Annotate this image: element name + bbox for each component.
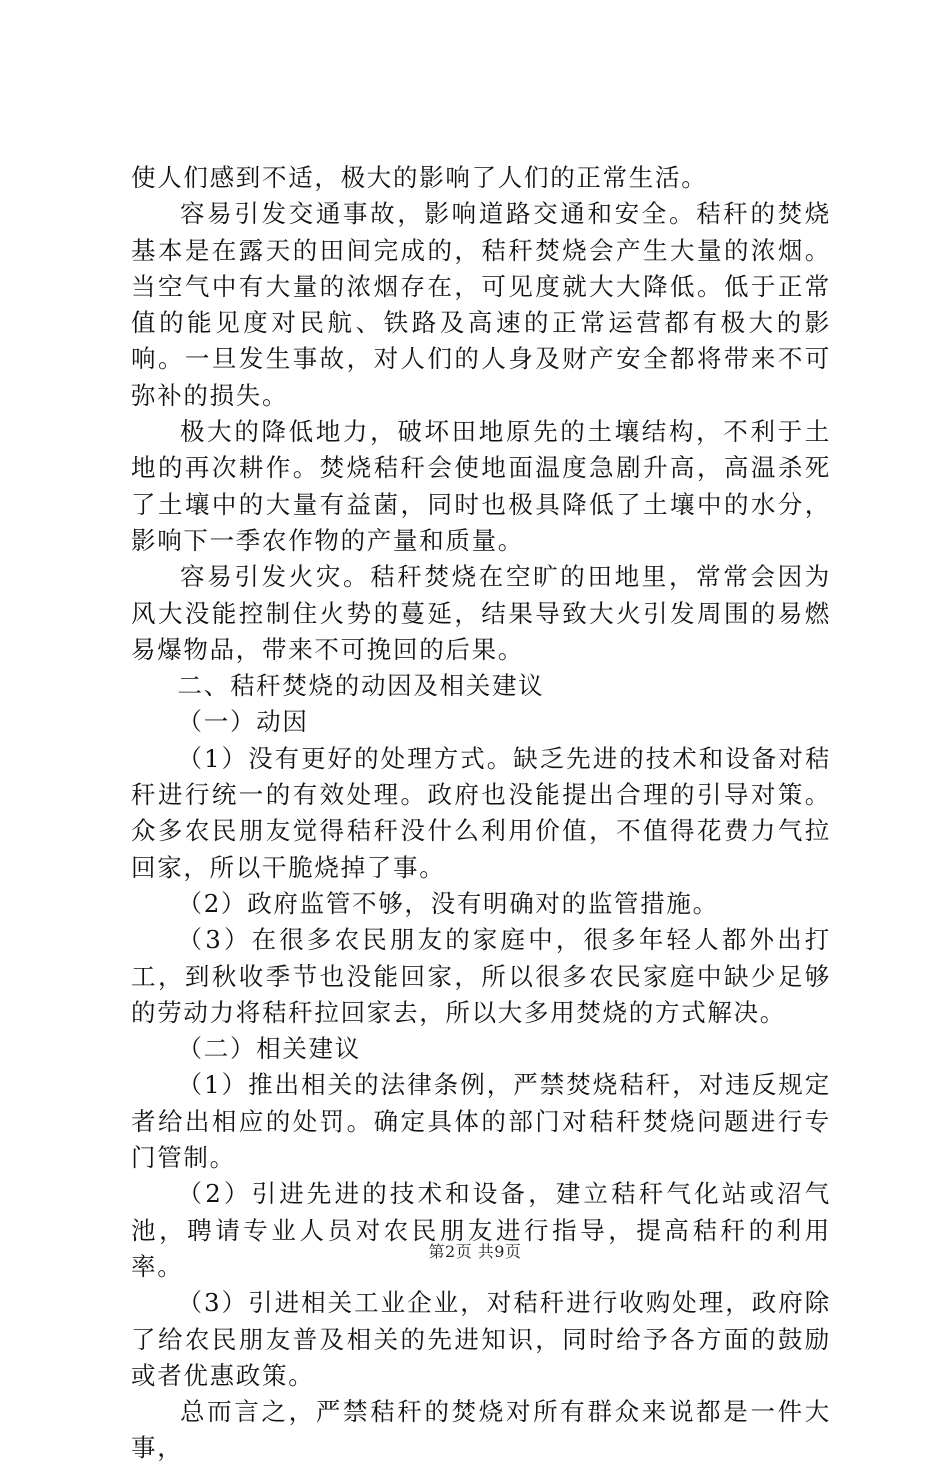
paragraph-traffic-accidents: 容易引发交通事故，影响道路交通和安全。秸秆的焚烧基本是在露天的田间完成的，秸秆焚烧会产生大量的浓烟。当空气中有大量的浓烟存在，可见度就大大降低。低于正常值的能见度对民航、铁路及高速的正常运营都有极大的影响。一旦发生事故，对人们的人身及财产安全都将带来不可弥补的损失。 xyxy=(131,199,831,410)
subsection-heading-causes: （一）动因 xyxy=(177,707,309,737)
paragraph-conclusion: 总而言之，严禁秸秆的焚烧对所有群众来说都是一件大事， xyxy=(131,1397,831,1463)
paragraph-cause-3: （3）在很多农民朋友的家庭中，很多年轻人都外出打工，到秋收季节也没能回家，所以很多农民家庭中缺少足够的劳动力将秸秆拉回家去，所以大多用焚烧的方式解决。 xyxy=(131,925,831,1027)
paragraph-cause-2: （2）政府监管不够，没有明确对的监管措施。 xyxy=(177,888,719,918)
paragraph-suggestion-1: （1）推出相关的法律条例，严禁焚烧秸秆，对违反规定者给出相应的处罚。确定具体的部门对秸秆焚烧问题进行专门管制。 xyxy=(131,1070,831,1173)
section-heading-causes-and-suggestions: 二、秸秆焚烧的动因及相关建议 xyxy=(177,671,545,701)
document-body xyxy=(131,160,831,1467)
paragraph-continuation: 使人们感到不适，极大的影响了人们的正常生活。 xyxy=(131,163,708,192)
paragraph-soil-damage: 极大的降低地力，破坏田地原先的土壤结构，不利于土地的再次耕作。焚烧秸秆会使地面温度急剧升高，高温杀死了土壤中的大量有益菌，同时也极具降低了土壤中的水分，影响下一季农作物的产量和质量。 xyxy=(131,417,831,555)
paragraph-suggestion-2: （2）引进先进的技术和设备，建立秸秆气化站或沼气池，聘请专业人员对农民朋友进行指导，提高秸秆的利用率。 xyxy=(131,1179,831,1281)
paragraph-cause-1: （1）没有更好的处理方式。缺乏先进的技术和设备对秸秆进行统一的有效处理。政府也没能提出合理的引导对策。众多农民朋友觉得秸秆没什么利用价值，不值得花费力气拉回家，所以干脆烧掉了事。 xyxy=(131,743,831,882)
subsection-heading-suggestions: （二）相关建议 xyxy=(177,1034,361,1064)
paragraph-fire-risk: 容易引发火灾。秸秆焚烧在空旷的田地里，常常会因为风大没能控制住火势的蔓延，结果导致大火引发周围的易燃易爆物品，带来不可挽回的后果。 xyxy=(131,562,831,664)
paragraph-suggestion-3: （3）引进相关工业企业，对秸秆进行收购处理，政府除了给农民朋友普及相关的先进知识，同时给予各方面的鼓励或者优惠政策。 xyxy=(131,1288,831,1390)
page-number-footer: 第2页 共9页 xyxy=(428,1242,522,1261)
